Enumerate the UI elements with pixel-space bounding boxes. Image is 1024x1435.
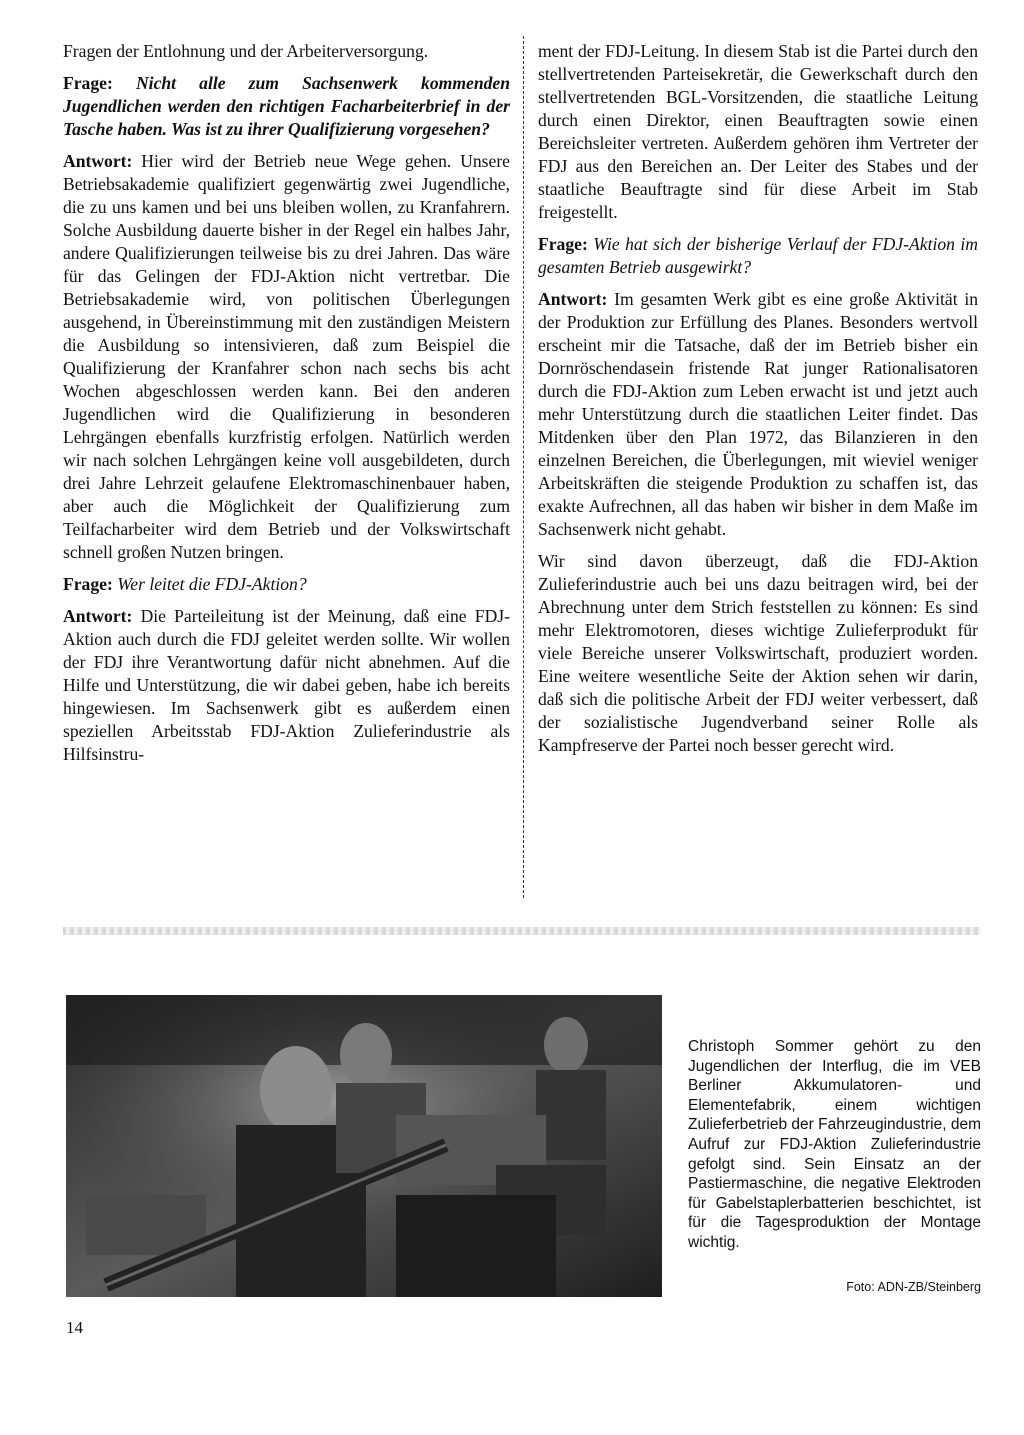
- factory-photo: [66, 995, 662, 1297]
- question-label: Frage:: [63, 574, 113, 594]
- left-text-column: [63, 40, 510, 775]
- answer-2: [63, 605, 510, 766]
- question-label: Frage:: [63, 73, 113, 93]
- answer-label: Antwort:: [63, 606, 133, 626]
- answer-text: Die Parteileitung ist der Meinung, daß eine FDJ-Aktion auch durch die FDJ geleitet werden sollte. Wir wollen der FDJ ihre Verantwortung dafür nicht abnehmen. Auf die Hilfe und Unterstützung, die wir dabei geben, habe ich bereits hingewiesen. Im Sachsenwerk gibt es außerdem einen speziellen Arbeitsstab FDJ-Aktion Zulieferindustrie als Hilfsinstru-: [63, 606, 510, 764]
- question-text: Nicht alle zum Sachsenwerk kommenden Jugendlichen werden den richtigen Facharbeiterbrief in der Tasche haben. Was ist zu ihrer Qualifizierung vorgesehen?: [63, 73, 511, 139]
- question-label: Frage:: [538, 234, 588, 254]
- closing-paragraph: Wir sind davon überzeugt, daß die FDJ-Aktion Zulieferindustrie auch bei uns dazu beitragen wird, bei der Abrechnung unter dem Strich feststellen zu können: Es sind mehr Elektromotoren, dieses wichtige Zulieferprodukt für viele Bereiche unserer Volkswirtschaft, produziert worden. Eine weitere wesentliche Seite der Aktion sehen wir darin, daß sich die politische Arbeit der FDJ weiter verbessert, daß der sozialistische Jugendverband seiner Rolle als Kampfreserve der Partei noch besser gerecht wird.: [538, 551, 978, 755]
- answer-text: Im gesamten Werk gibt es eine große Aktivität in der Produktion zur Erfüllung des Planes. Besonders wertvoll erscheint mir die Tatsache, daß der im Betrieb bisher ein Dornröschendasein fristende Rat junger Rationalisatoren durch die FDJ-Aktion zum Leben erwacht ist und jetzt auch mehr Unterstützung durch die staatlichen Leiter findet. Das Mitdenken über den Plan 1972, das Bilanzieren in den einzelnen Bereichen, die Überlegungen, mit wieviel weniger Arbeitskräften die steigende Produktion zu schaffen ist, das exakte Aufrechnen, all das haben wir bisher in dem Maße im Sachsenwerk nicht gehabt.: [538, 289, 978, 539]
- question-2: [63, 573, 510, 596]
- right-text-column: [538, 40, 978, 766]
- factory-photo-illustration: [66, 995, 662, 1297]
- question-3: [538, 233, 978, 279]
- answer-1: [63, 150, 510, 564]
- continuation-paragraph: ment der FDJ-Leitung. In diesem Stab ist die Partei durch den stellvertretenden Parteisekretär, die Gewerkschaft durch den stellvertretenden BGL-Vorsitzenden, die staatliche Leitung durch einen Direktor, einen Beauftragten sowie einen Bereichsleiter vertreten. Außerdem gehören ihm Vertreter der FDJ aus den Bereichen an. Der Leiter des Stabes und der staatliche Beauftragte sind für diese Arbeit im Stab freigestellt.: [538, 41, 978, 222]
- answer-3: [538, 288, 978, 541]
- page-number: 14: [66, 1318, 83, 1337]
- answer-label: Antwort:: [63, 151, 133, 171]
- photo-credit: Foto: ADN-ZB/Steinberg: [846, 1280, 981, 1294]
- question-1: [63, 72, 510, 141]
- section-divider: [63, 927, 981, 935]
- question-text: Wer leitet die FDJ-Aktion?: [117, 574, 307, 594]
- answer-text: Hier wird der Betrieb neue Wege gehen. Unsere Betriebsakademie qualifiziert gegenwärtig zwei Jugendliche, die zu uns kamen und bei uns bleiben wollen, zu Kranfahrern. Solche Ausbildung dauerte bisher in der Regel ein halbes Jahr, andere Qualifizierungen teilweise bis zu drei Jahren. Das wäre für das Gelingen der FDJ-Aktion nicht vertretbar. Die Betriebsakademie wird, von politischen Überlegungen ausgehend, in Übereinstimmung mit den zuständigen Meistern die Ausbildung so intensivieren, daß zum Beispiel die Qualifizierung der Kranfahrer schon nach sechs bis acht Wochen abgeschlossen werden kann. Bei den anderen Jugendlichen wird die Qualifizierung in besonderen Lehrgängen ebenfalls kurzfristig erfolgen. Natürlich werden wir nach solchen Lehrgängen keine voll ausgebildeten, durch drei Jahre Lehrzeit gelaufene Elektromaschinenbauer haben, aber auch die Möglichkeit der Qualifizierung zum Teilfacharbeiter wird dem Betrieb und der Volkswirtschaft schnell großen Nutzen bringen.: [63, 151, 510, 562]
- intro-paragraph: Fragen der Entlohnung und der Arbeiterversorgung.: [63, 41, 429, 61]
- answer-label: Antwort:: [538, 289, 608, 309]
- question-text: Wie hat sich der bisherige Verlauf der FDJ-Aktion im gesamten Betrieb ausgewirkt?: [538, 234, 978, 277]
- column-divider: [523, 36, 524, 898]
- photo-caption: Christoph Sommer gehört zu den Jugendlichen der Interflug, die im VEB Berliner Akkumulatoren- und Elementefabrik, einem wichtigen Zulieferbetrieb der Fahrzeugindustrie, dem Aufruf zur FDJ-Aktion Zulieferindustrie gefolgt sind. Sein Einsatz an der Pastiermaschine, die negative Elektroden für Gabelstaplerbatterien beschichtet, ist für die Tagesproduktion der Montage wichtig.: [688, 1038, 981, 1251]
